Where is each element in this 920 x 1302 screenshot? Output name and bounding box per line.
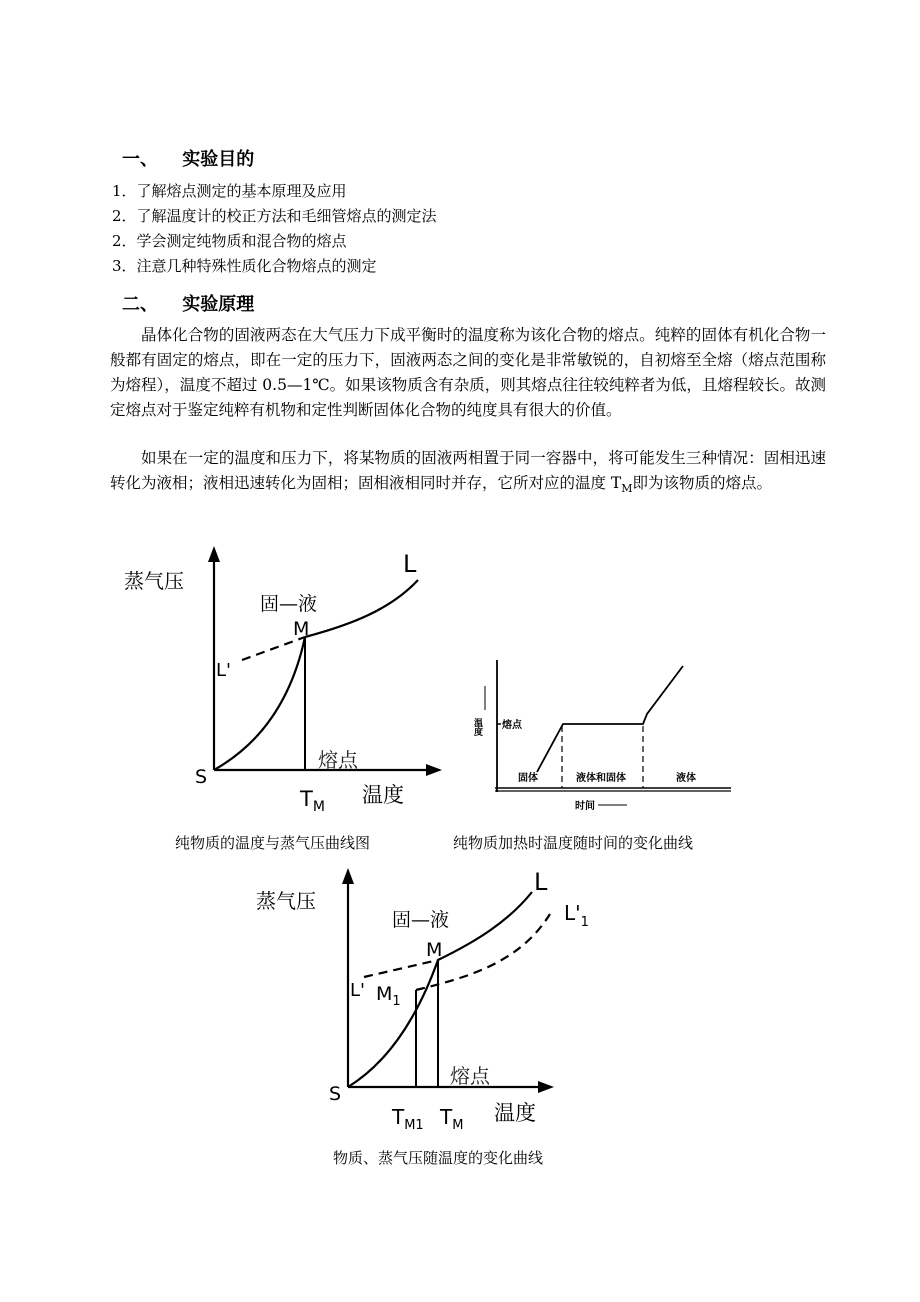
caption-figure-1: 纯物质的温度与蒸气压曲线图 [175, 834, 371, 852]
caption-figure-2: 纯物质加热时温度随时间的变化曲线 [453, 834, 694, 852]
paragraph-2-subscript: M [621, 482, 633, 496]
curve-label: 固—液 [260, 593, 318, 615]
y-axis-arrow-icon [342, 868, 354, 884]
ylabel: 蒸气压 [256, 889, 316, 913]
label-M1: $M_1$ [376, 983, 401, 1009]
label-M: M [426, 939, 443, 961]
label-L: L [534, 868, 548, 896]
x-axis-arrow-icon [538, 1081, 554, 1093]
region-liquid: 液体 [676, 773, 696, 784]
list-item: 2．了解温度计的校正方法和毛细管熔点的测定法 [112, 207, 437, 225]
tick-TM1: $T_{M1}$ [392, 1105, 424, 1133]
section1-heading-title: 实验目的 [182, 149, 255, 170]
region-solid: 固体 [518, 773, 538, 784]
solid-curve [214, 637, 305, 770]
section2-heading-number: 二、 [122, 294, 158, 315]
region-mix: 液体和固体 [576, 773, 626, 784]
figure-heating-curve [465, 650, 740, 815]
supercooled-liquid-curve [242, 637, 305, 660]
figure-vapor-pressure-pure [100, 540, 450, 820]
ylabel: 蒸气压 [124, 569, 184, 593]
label-L-prime: L' [216, 660, 231, 681]
label-L-prime: L' [350, 980, 365, 1001]
label-S: S [195, 766, 208, 788]
section2-heading-title: 实验原理 [182, 294, 255, 315]
tick-TM: $T_M$ [300, 787, 325, 815]
list-item: 2．学会测定纯物质和混合物的熔点 [112, 232, 347, 250]
label-melting-point: 熔点 [502, 720, 522, 731]
paragraph-2-text: 如果在一定的温度和压力下，将某物质的固液两相置于同一容器中，将可能发生三种情况：固相迅速转化为液相；液相迅速转化为固相；固相液相同时并存，它所对应的温度 T [110, 449, 826, 492]
y-axis-arrow-icon [208, 546, 220, 562]
principle-paragraph-1: 晶体化合物的固液两态在大气压力下成平衡时的温度称为该化合物的熔点。纯粹的固体有机化合物一般都有固定的熔点，即在一定的压力下，固液两态之间的变化是非常敏锐的，自初熔至全熔（熔点范围称为熔程），温度不超过 0.5—1℃。如果该物质含有杂质，则其熔点往往较纯粹者为低，且熔程较长。故测定熔点对于鉴定纯粹有机物和定性判断固体化合物的纯度具有很大的价值。 [110, 326, 826, 419]
temperature-curve [537, 666, 683, 772]
list-item: 1．了解熔点测定的基本原理及应用 [112, 182, 347, 200]
label-S: S [329, 1083, 342, 1105]
paragraph-2-tail: 即为该物质的熔点。 [632, 474, 773, 492]
xlabel: 温度 [494, 1101, 536, 1125]
label-L: L [403, 550, 417, 578]
x-axis-arrow-icon [426, 764, 442, 776]
label-L1-prime: $L'_1$ [564, 901, 589, 930]
section2-heading [122, 290, 254, 316]
label-melting-point: 熔点 [450, 1064, 490, 1088]
xlabel: 时间 [575, 801, 595, 812]
liquid-curve-L [305, 580, 418, 637]
supercooled-liquid-curve [364, 960, 438, 977]
section1-heading [122, 145, 254, 171]
label-M: M [293, 618, 310, 640]
caption-figure-3: 物质、蒸气压随温度的变化曲线 [333, 1149, 544, 1167]
figure-vapor-pressure-impure [240, 862, 620, 1137]
curve-label: 固—液 [392, 909, 450, 931]
list-item: 3．注意几种特殊性质化合物熔点的测定 [112, 257, 377, 275]
section1-heading-number: 一、 [122, 149, 158, 170]
tick-TM: $T_M$ [440, 1105, 464, 1133]
xlabel: 温度 [362, 783, 404, 807]
label-melting-point: 熔点 [318, 748, 358, 772]
principle-paragraph-2 [110, 446, 826, 501]
ylabel: 温度 [472, 718, 482, 736]
